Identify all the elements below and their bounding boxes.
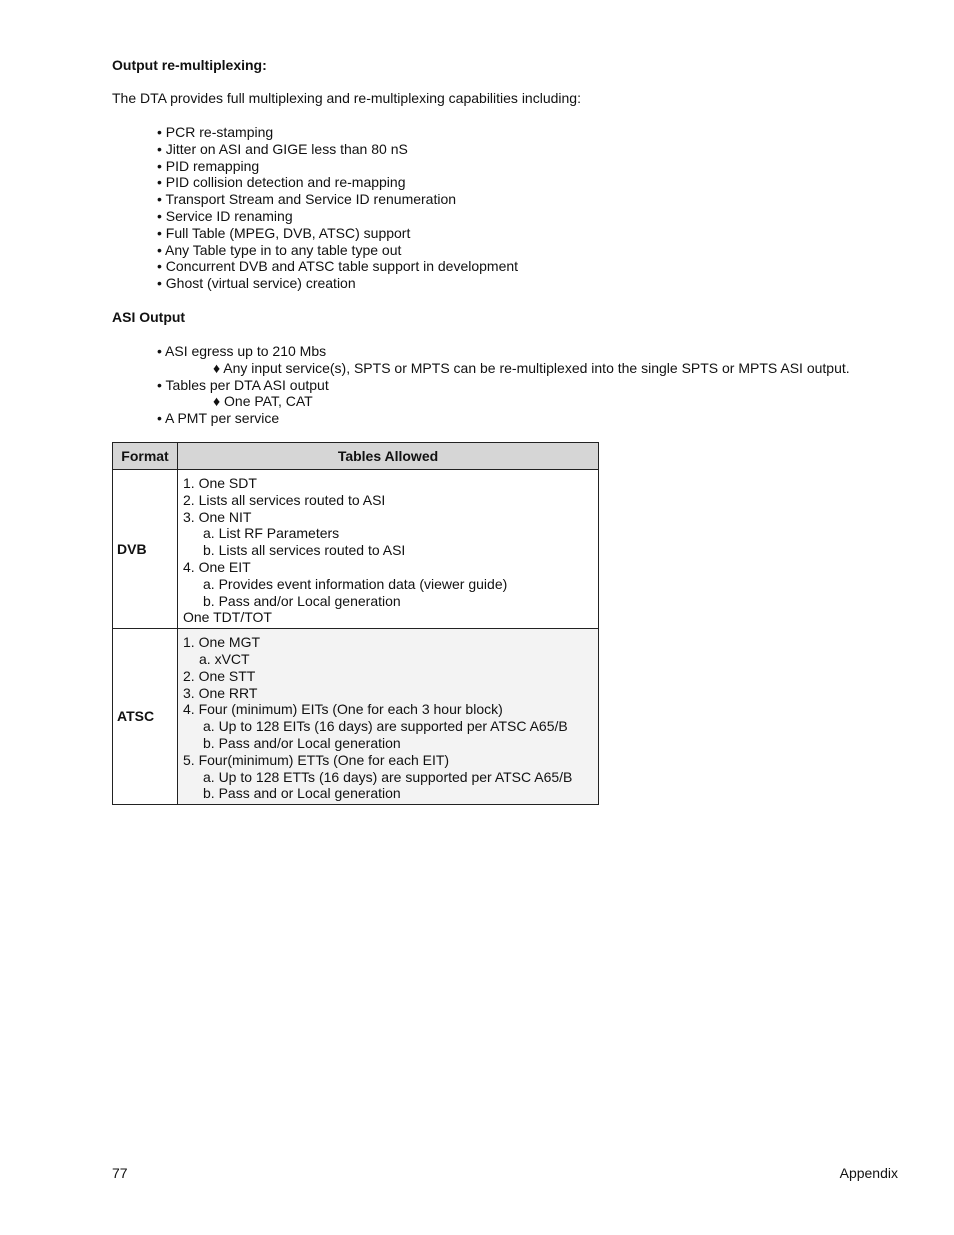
table-subline: b. Pass and/or Local generation [203,734,401,751]
list-item: • PID collision detection and re-mapping [157,174,406,191]
page-number: 77 [112,1165,128,1181]
table-line: 3. One RRT [183,684,258,701]
list-item: • Concurrent DVB and ATSC table support in development [157,258,519,275]
table-line: One TDT/TOT [183,609,272,626]
table-subline: b. Lists all services routed to ASI [203,542,406,559]
list-item: • Full Table (MPEG, DVB, ATSC) support [157,224,411,241]
table-line: 2. Lists all services routed to ASI [183,491,386,508]
sub-list-item: ♦ Any input service(s), SPTS or MPTS can be re-multiplexed into the single SPTS or MPTS ASI output. [213,359,850,376]
list-item: • A PMT per service [157,410,280,427]
table-row-atsc [113,629,599,805]
list-item: • PID remapping [157,157,260,174]
list-item: • ASI egress up to 210 Mbs [157,343,327,359]
table-line: 4. Four (minimum) EITs (One for each 3 hour block) [183,701,503,718]
tables-allowed-table [112,442,599,805]
list-item [157,360,850,377]
list-item: • PCR re-stamping [157,124,274,140]
format-cell-atsc: ATSC [113,629,178,805]
format-cell-dvb: DVB [113,470,178,629]
sub-list-item: ♦ One PAT, CAT [213,393,313,410]
table-subline: b. Pass and or Local generation [203,785,401,802]
format-header: Format [113,443,178,470]
list-item: • Transport Stream and Service ID renumeration [157,191,457,208]
list-item: • Service ID renaming [157,207,293,224]
table-header-row [113,443,599,470]
table-row-dvb [113,470,599,629]
asi-output-list [157,343,850,427]
list-item: • Tables per DTA ASI output [157,376,329,393]
table-subline: a. Provides event information data (viewer guide) [203,575,508,592]
table-subline: b. Pass and/or Local generation [203,592,401,609]
intro-paragraph: The DTA provides full multiplexing and re-multiplexing capabilities including: [112,90,581,106]
list-item: • Ghost (virtual service) creation [157,275,356,292]
table-subline: a. List RF Parameters [203,525,340,542]
table-subline: a. Up to 128 ETTs (16 days) are supported per ATSC A65/B [203,768,573,785]
section-heading-output-remux: Output re-multiplexing: [112,57,267,73]
table-subline: a. xVCT [199,650,250,667]
footer-section-label: Appendix [839,1165,898,1181]
tables-cell-atsc [178,629,599,805]
table-subline: a. Up to 128 EITs (16 days) are supported per ATSC A65/B [203,718,568,735]
remux-feature-list [157,124,518,292]
table-line: 2. One STT [183,667,256,684]
section-heading-asi-output: ASI Output [112,309,186,325]
list-item: • Any Table type in to any table type out [157,241,402,258]
tables-allowed-header: Tables Allowed [178,443,599,470]
tables-cell-dvb [178,470,599,629]
table-line: 5. Four(minimum) ETTs (One for each EIT) [183,751,450,768]
list-item [157,393,850,410]
table-line: 3. One NIT [183,508,252,525]
table-line: 1. One SDT [183,475,257,491]
list-item: • Jitter on ASI and GIGE less than 80 nS [157,140,408,157]
table-line: 1. One MGT [183,634,261,651]
table-line: 4. One EIT [183,558,251,575]
